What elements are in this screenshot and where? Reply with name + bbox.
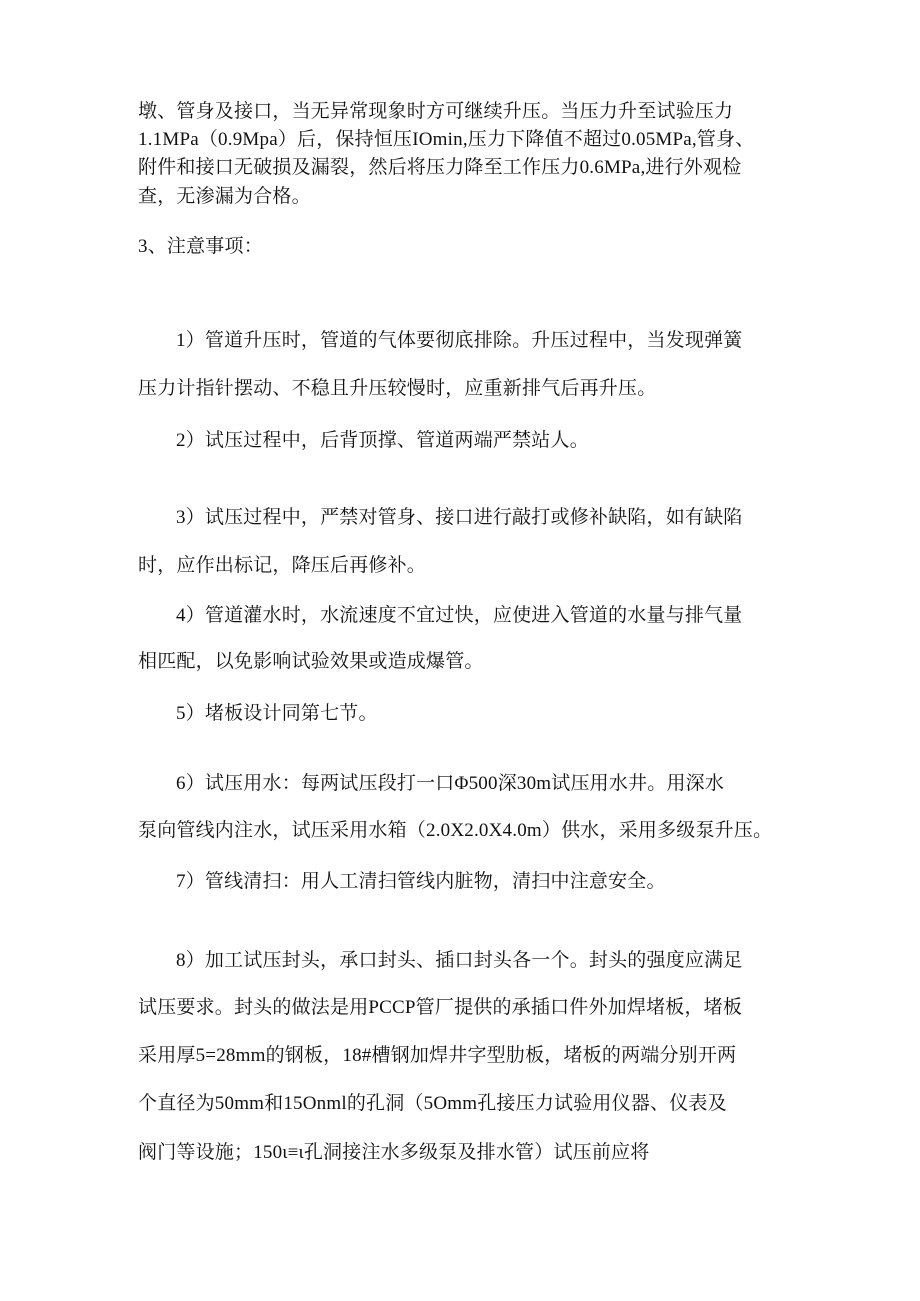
item-1-line-2: 压力计指针摆动、不稳且升压较慢时，应重新排气后再升压。 bbox=[138, 378, 657, 399]
item-8-line-3: 采用厚5=28mm的钢板，18#槽钢加焊井字型肋板，堵板的两端分别开两 bbox=[138, 1045, 737, 1066]
item-8-line-2: 试压要求。封头的做法是用PCCP管厂提供的承插口件外加焊堵板，堵板 bbox=[138, 997, 743, 1018]
item-2-line-1: 2）试压过程中，后背顶撑、管道两端严禁站人。 bbox=[176, 430, 589, 451]
intro-line-2: 1.1MPa（0.9Mpa）后，保持恒压IOmin,压力下降值不超过0.05MPa,管身、 bbox=[138, 129, 755, 150]
item-1-line-1: 1）管道升压时，管道的气体要彻底排除。升压过程中，当发现弹簧 bbox=[176, 330, 743, 351]
item-3-line-2: 时，应作出标记，降压后再修补。 bbox=[138, 555, 427, 576]
intro-line-3: 附件和接口无破损及漏裂，然后将压力降至工作压力0.6MPa,进行外观检 bbox=[138, 157, 742, 178]
item-8-line-1: 8）加工试压封头，承口封头、插口封头各一个。封头的强度应满足 bbox=[176, 950, 743, 971]
item-4-line-1: 4）管道灌水时，水流速度不宜过快，应使进入管道的水量与排气量 bbox=[176, 605, 743, 626]
intro-line-4: 查，无渗漏为合格。 bbox=[138, 186, 311, 207]
intro-line-1: 墩、管身及接口，当无异常现象时方可继续升压。当压力升至试验压力 bbox=[138, 101, 734, 122]
item-6-line-1: 6）试压用水：每两试压段打一口Φ500深30m试压用水井。用深水 bbox=[176, 773, 725, 794]
item-4-line-2: 相匹配，以免影响试验效果或造成爆管。 bbox=[138, 651, 484, 672]
item-3-line-1: 3）试压过程中，严禁对管身、接口进行敲打或修补缺陷，如有缺陷 bbox=[176, 507, 743, 528]
item-7-line-1: 7）管线清扫：用人工清扫管线内脏物，清扫中注意安全。 bbox=[176, 871, 666, 892]
item-6-line-2: 泵向管线内注水，试压采用水箱（2.0X2.0X4.0m）供水，采用多级泵升压。 bbox=[138, 820, 773, 841]
item-5-line-1: 5）堵板设计同第七节。 bbox=[176, 703, 378, 724]
section-heading: 3、注意事项： bbox=[138, 236, 263, 257]
item-8-line-5: 阀门等设施；150ι≡ι孔洞接注水多级泵及排水管）试压前应将 bbox=[138, 1142, 650, 1163]
item-8-line-4: 个直径为50mm和15Onml的孔洞（5Omm孔接压力试验用仪器、仪表及 bbox=[138, 1093, 727, 1114]
